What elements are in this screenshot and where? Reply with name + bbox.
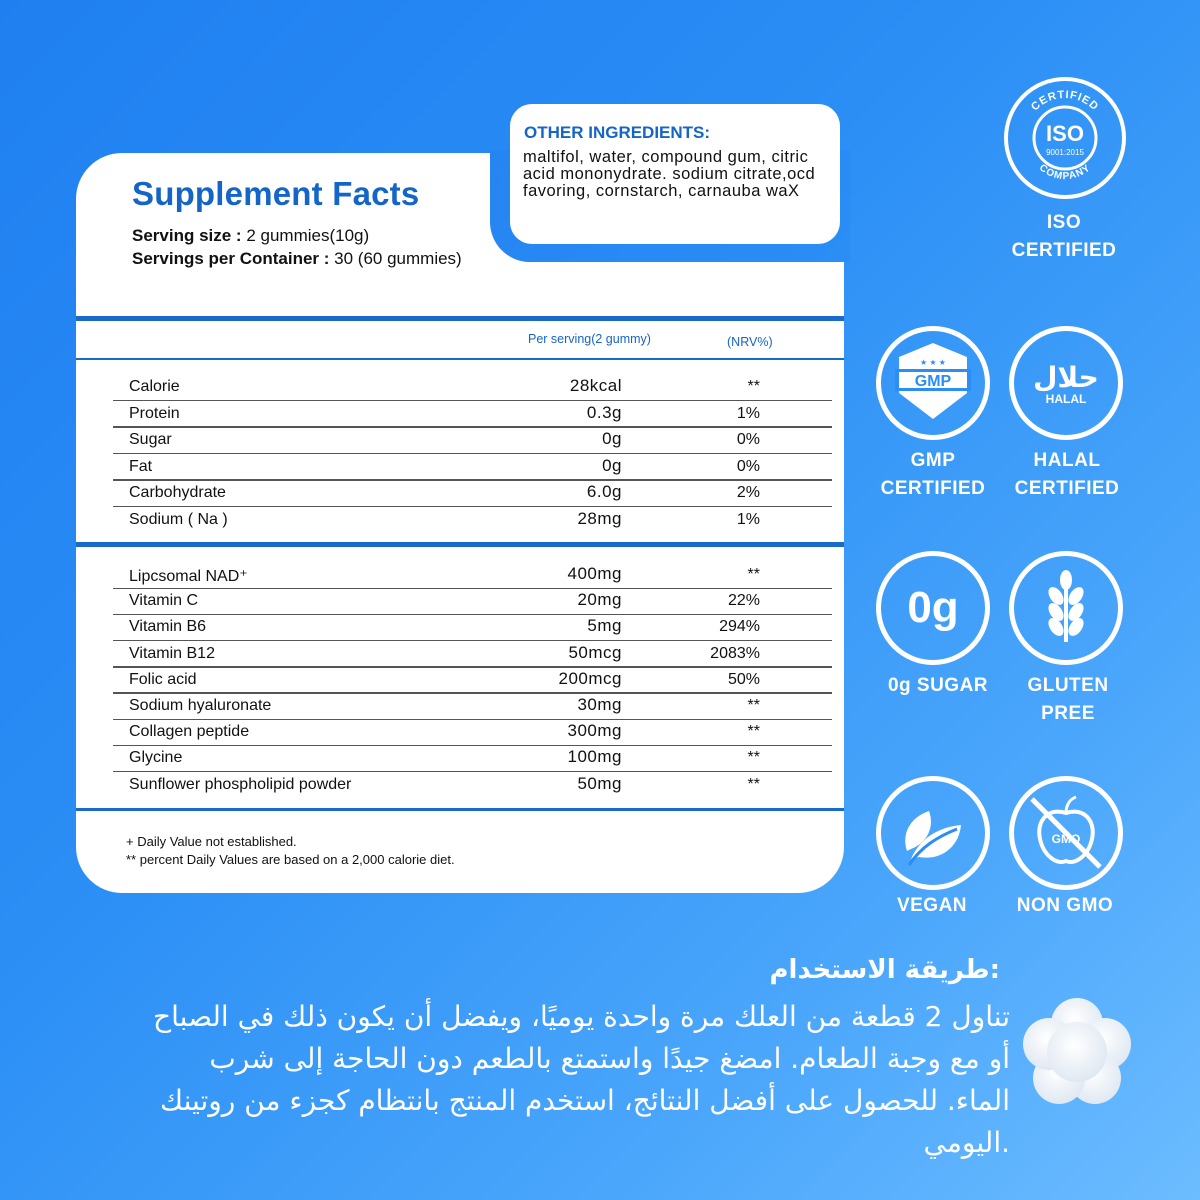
nutrient-row bbox=[76, 667, 844, 694]
halal-icon bbox=[1014, 331, 1118, 435]
nutrient-nrv: 1% bbox=[736, 510, 760, 528]
nutrient-name: Fat bbox=[129, 457, 153, 475]
nutrient-nrv: 0% bbox=[736, 431, 760, 448]
nutrient-amount: 0.3g bbox=[586, 402, 622, 422]
table-bottom-rule bbox=[76, 808, 844, 811]
nutrient-name: Collagen peptide bbox=[129, 723, 250, 741]
nutrient-name: Vitamin C bbox=[129, 592, 199, 610]
svg-text:حلال: حلال bbox=[1033, 361, 1099, 394]
nutrient-amount: 28kcal bbox=[569, 376, 622, 395]
nutrient-name: Sunflower phospholipid powder bbox=[129, 775, 352, 793]
svg-text:★ ★ ★: ★ ★ ★ bbox=[920, 358, 946, 367]
table-top-rule bbox=[76, 316, 844, 321]
no-gmo-icon bbox=[1014, 781, 1118, 885]
vegan-badge bbox=[876, 776, 990, 890]
nutrient-row bbox=[76, 562, 844, 589]
footnote-daily-value: + Daily Value not established. bbox=[126, 834, 297, 849]
svg-text:ISO: ISO bbox=[1046, 121, 1084, 146]
nutrient-row bbox=[76, 693, 844, 720]
nutrient-nrv: ** bbox=[747, 697, 760, 714]
nutrient-nrv: 22% bbox=[727, 592, 760, 610]
nutrient-amount: 6.0g bbox=[586, 482, 622, 501]
usage-heading: :طريقة الاستخدام bbox=[769, 955, 1000, 985]
nutrient-nrv: 50% bbox=[727, 670, 760, 688]
svg-text:0g: 0g bbox=[907, 583, 959, 632]
nutrient-row bbox=[76, 401, 844, 428]
gluten-label: GLUTEN PREE bbox=[1027, 675, 1109, 724]
nutrient-row bbox=[76, 614, 844, 641]
zero-sugar-icon bbox=[881, 556, 985, 660]
nutrient-nrv: ** bbox=[747, 723, 760, 741]
ingredients-heading: OTHER INGREDIENTS: bbox=[524, 123, 711, 142]
serving-size: Serving size : 2 gummies(10g) bbox=[132, 226, 370, 245]
svg-text:GMO: GMO bbox=[1051, 832, 1081, 846]
nutrient-amount: 5mg bbox=[587, 616, 622, 636]
iso-seal-icon bbox=[1008, 81, 1122, 195]
nutrient-name: Sodium ( Na ) bbox=[129, 510, 228, 528]
nutrient-name: Protein bbox=[129, 404, 180, 422]
facts-title: Supplement Facts bbox=[132, 175, 420, 212]
gmp-shield-icon bbox=[881, 331, 985, 435]
nutrient-nrv: ** bbox=[747, 775, 760, 793]
nutrient-row bbox=[76, 745, 844, 772]
nutrient-row bbox=[76, 454, 844, 481]
nutrient-row bbox=[76, 772, 844, 799]
nutrient-amount: 300mg bbox=[567, 721, 622, 741]
nutrient-name: Folic acid bbox=[129, 670, 197, 688]
nutrient-amount: 20mg bbox=[577, 590, 622, 610]
iso-badge bbox=[1004, 77, 1126, 199]
svg-text:CERTIFIED: CERTIFIED bbox=[1029, 88, 1101, 114]
nutrient-row bbox=[76, 374, 844, 401]
gummy-image bbox=[1021, 996, 1133, 1108]
gmp-badge bbox=[876, 326, 990, 440]
wheat-icon bbox=[1014, 556, 1118, 660]
header-rule bbox=[76, 358, 844, 360]
sugar-label: 0g SUGAR bbox=[887, 675, 989, 696]
usage-line-4: .اليومي bbox=[923, 1126, 1010, 1159]
nutrient-amount: 0g bbox=[602, 455, 622, 475]
usage-line-3: الماء. للحصول على أفضل النتائج، استخدم المنتج بانتظام كجزء من روتينك bbox=[159, 1084, 1010, 1117]
nutrient-nrv: 1% bbox=[736, 404, 760, 422]
nutrient-amount: 200mcg bbox=[558, 668, 622, 688]
usage-line-2: أو مع وجبة الطعام. امضغ جيدًا واستمتع بالطعم دون الحاجة إلى شرب bbox=[209, 1042, 1010, 1075]
nutrient-name: Lipcsomal NAD⁺ bbox=[129, 568, 248, 585]
footnote-percent: ** percent Daily Values are based on a 2,000 calorie diet. bbox=[126, 852, 455, 867]
nutrient-row bbox=[76, 588, 844, 615]
nutrient-nrv: 294% bbox=[719, 618, 760, 636]
nutrient-name: Carbohydrate bbox=[129, 484, 226, 501]
nutrient-amount: 100mg bbox=[567, 747, 622, 767]
nutrient-name: Sodium hyaluronate bbox=[129, 697, 272, 714]
non-gmo-label: NON GMO bbox=[1016, 895, 1114, 916]
nutrient-row bbox=[76, 427, 844, 454]
col-nrv: (NRV%) bbox=[727, 335, 773, 349]
nutrient-amount: 400mg bbox=[567, 564, 622, 583]
gluten-badge bbox=[1009, 551, 1123, 665]
nutrient-amount: 30mg bbox=[577, 695, 622, 714]
nutrient-name: Sugar bbox=[129, 431, 172, 448]
nutrient-nrv: ** bbox=[747, 378, 760, 395]
nutrient-name: Vitamin B6 bbox=[129, 618, 207, 636]
nutrient-row bbox=[76, 719, 844, 746]
iso-label: ISO CERTIFIED bbox=[1011, 212, 1117, 261]
group-divider-rule bbox=[76, 542, 844, 547]
nutrient-nrv: ** bbox=[747, 749, 760, 767]
nutrient-row bbox=[76, 641, 844, 668]
nutrient-nrv: 2% bbox=[736, 484, 760, 501]
nutrient-nrv: 0% bbox=[736, 457, 760, 475]
non-gmo-badge bbox=[1009, 776, 1123, 890]
usage-line-1: تناول 2 قطعة من العلك مرة واحدة يوميًا، ويفضل أن يكون ذلك في الصباح bbox=[153, 1000, 1010, 1033]
nutrient-amount: 50mg bbox=[577, 773, 622, 793]
svg-text:COMPANY: COMPANY bbox=[1036, 162, 1094, 183]
nutrient-amount: 0g bbox=[602, 429, 622, 448]
nutrient-name: Vitamin B12 bbox=[129, 644, 215, 662]
servings-per-container: Servings per Container : 30 (60 gummies) bbox=[132, 249, 462, 268]
sugar-badge bbox=[876, 551, 990, 665]
gmp-label: GMP CERTIFIED bbox=[880, 450, 986, 499]
nutrient-row bbox=[76, 507, 844, 534]
nutrient-row bbox=[76, 480, 844, 507]
leaf-icon bbox=[881, 781, 985, 885]
nutrient-nrv: 2083% bbox=[710, 644, 760, 662]
vegan-label: VEGAN bbox=[896, 895, 968, 916]
nutrient-nrv: ** bbox=[747, 566, 760, 583]
nutrient-amount: 28mg bbox=[577, 508, 622, 528]
nutrient-amount: 50mcg bbox=[568, 642, 622, 662]
svg-text:GMP: GMP bbox=[914, 373, 952, 390]
nutrient-name: Glycine bbox=[129, 749, 183, 767]
svg-text:9001:2015: 9001:2015 bbox=[1046, 148, 1084, 157]
ingredients-text: maltifol, water, compound gum, citric acid mononydrate. sodium citrate,ocd favoring, cornstarch, carnauba waX bbox=[523, 148, 816, 200]
col-per-serving: Per serving(2 gummy) bbox=[528, 332, 651, 346]
halal-badge bbox=[1009, 326, 1123, 440]
svg-text:HALAL: HALAL bbox=[1045, 392, 1087, 406]
halal-label: HALAL CERTIFIED bbox=[1014, 450, 1120, 499]
nutrient-name: Calorie bbox=[129, 378, 180, 395]
